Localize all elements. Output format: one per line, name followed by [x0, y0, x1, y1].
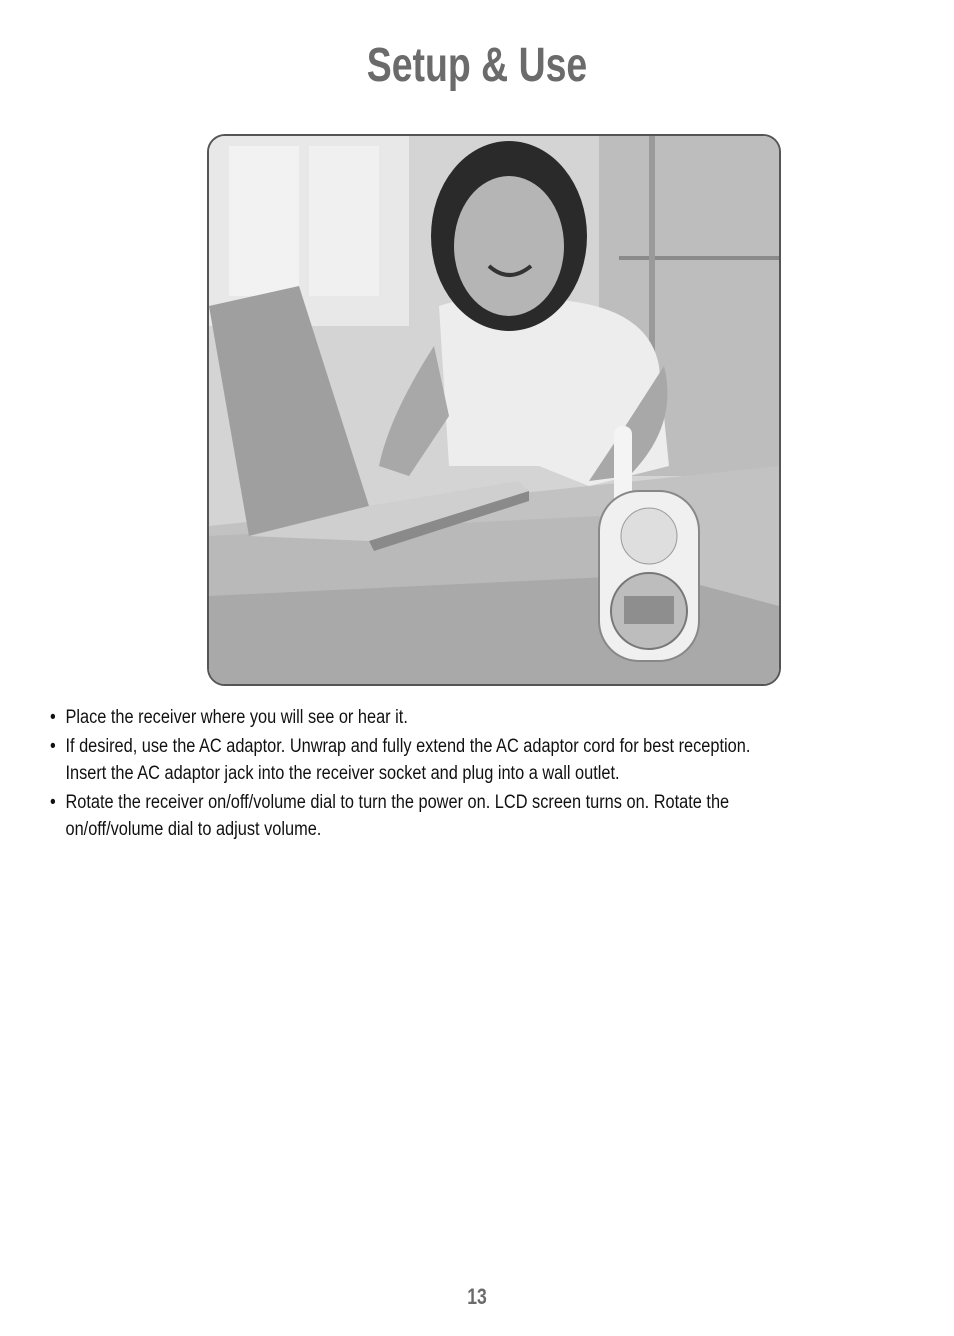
photo-illustration [209, 136, 779, 684]
bullet-marker: • [50, 736, 56, 757]
instruction-text: Place the receiver where you will see or hear it. [65, 707, 408, 728]
instruction-text: If desired, use the AC adaptor. Unwrap and fully extend the AC adaptor cord for best reception. Insert the AC adaptor jack into the receiver socket and plug into a wall outlet. [65, 736, 751, 784]
setup-photo [207, 134, 781, 686]
bullet-marker: • [50, 707, 56, 728]
instruction-list [50, 704, 790, 845]
instruction-item [50, 704, 790, 731]
instruction-item [50, 789, 790, 843]
bullet-marker: • [50, 792, 56, 813]
instruction-item [50, 733, 790, 787]
instruction-text: Rotate the receiver on/off/volume dial to turn the power on. LCD screen turns on. Rotate the on/off/volume dial to adjust volume. [65, 792, 730, 840]
page-title: Setup & Use [366, 39, 588, 92]
page-number: 13 [467, 1284, 487, 1309]
